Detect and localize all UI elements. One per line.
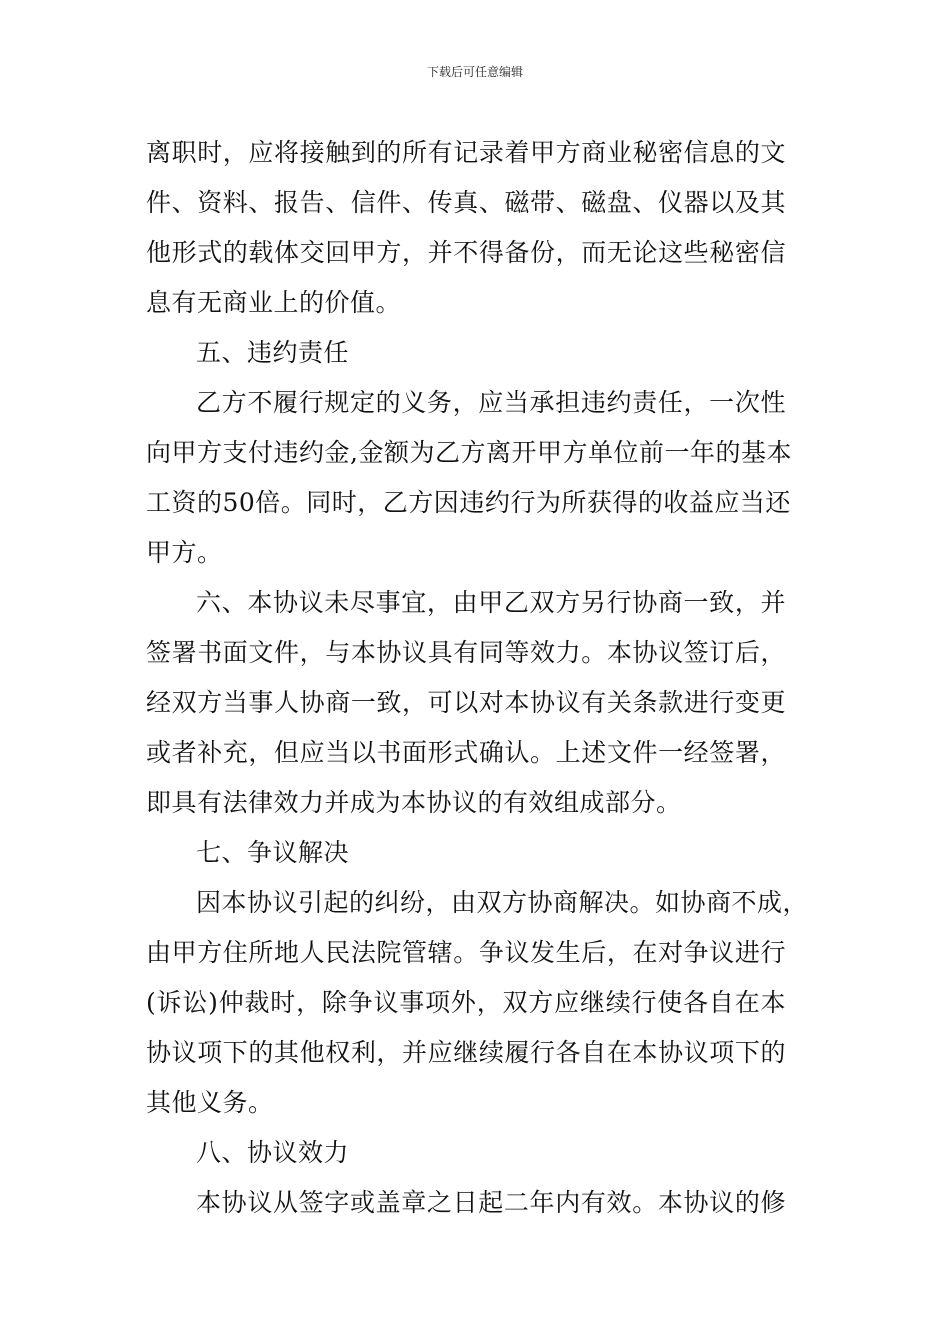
text-line: 乙方不履行规定的义务，应当承担违约责任，一次性 (196, 388, 786, 417)
text-line: 由甲方住所地人民法院管辖。争议发生后，在对争议进行 (146, 938, 786, 967)
text-line: 因本协议引起的纠纷，由双方协商解决。如协商不成， (196, 888, 809, 917)
text-line: 即具有法律效力并成为本协议的有效组成部分。 (146, 788, 682, 817)
text-line: 签署书面文件，与本协议具有同等效力。本协议签订后， (146, 638, 786, 667)
document-body (146, 128, 809, 1228)
page-header: 下载后可任意编辑 (426, 65, 523, 79)
text-line: 或者补充，但应当以书面形式确认。上述文件一经签署， (146, 738, 786, 767)
text-line: (诉讼)仲裁时，除争议事项外，双方应继续行使各自在本 (146, 988, 786, 1017)
text-line: 五、违约责任 (196, 338, 350, 367)
text-line: 向甲方支付违约金,金额为乙方离开甲方单位前一年的基本 (146, 438, 792, 467)
text-line: 协议项下的其他权利，并应继续履行各自在本协议项下的 (146, 1038, 786, 1067)
text-line: 八、协议效力 (196, 1138, 350, 1167)
text-line: 本协议从签字或盖章之日起二年内有效。本协议的修 (196, 1188, 786, 1217)
text-line: 六、本协议未尽事宜，由甲乙双方另行协商一致，并 (196, 588, 786, 617)
text-line: 息有无商业上的价值。 (146, 288, 402, 317)
text-line: 其他义务。 (146, 1088, 274, 1117)
text-line: 件、资料、报告、信件、传真、磁带、磁盘、仪器以及其 (146, 188, 786, 217)
text-line: 甲方。 (146, 538, 223, 567)
text-line: 工资的50倍。同时，乙方因违约行为所获得的收益应当还 (146, 488, 791, 517)
text-line: 七、争议解决 (196, 838, 350, 867)
text-line: 离职时，应将接触到的所有记录着甲方商业秘密信息的文 (146, 138, 786, 167)
text-line: 他形式的载体交回甲方，并不得备份，而无论这些秘密信 (146, 238, 786, 267)
text-line: 经双方当事人协商一致，可以对本协议有关条款进行变更 (146, 688, 786, 717)
